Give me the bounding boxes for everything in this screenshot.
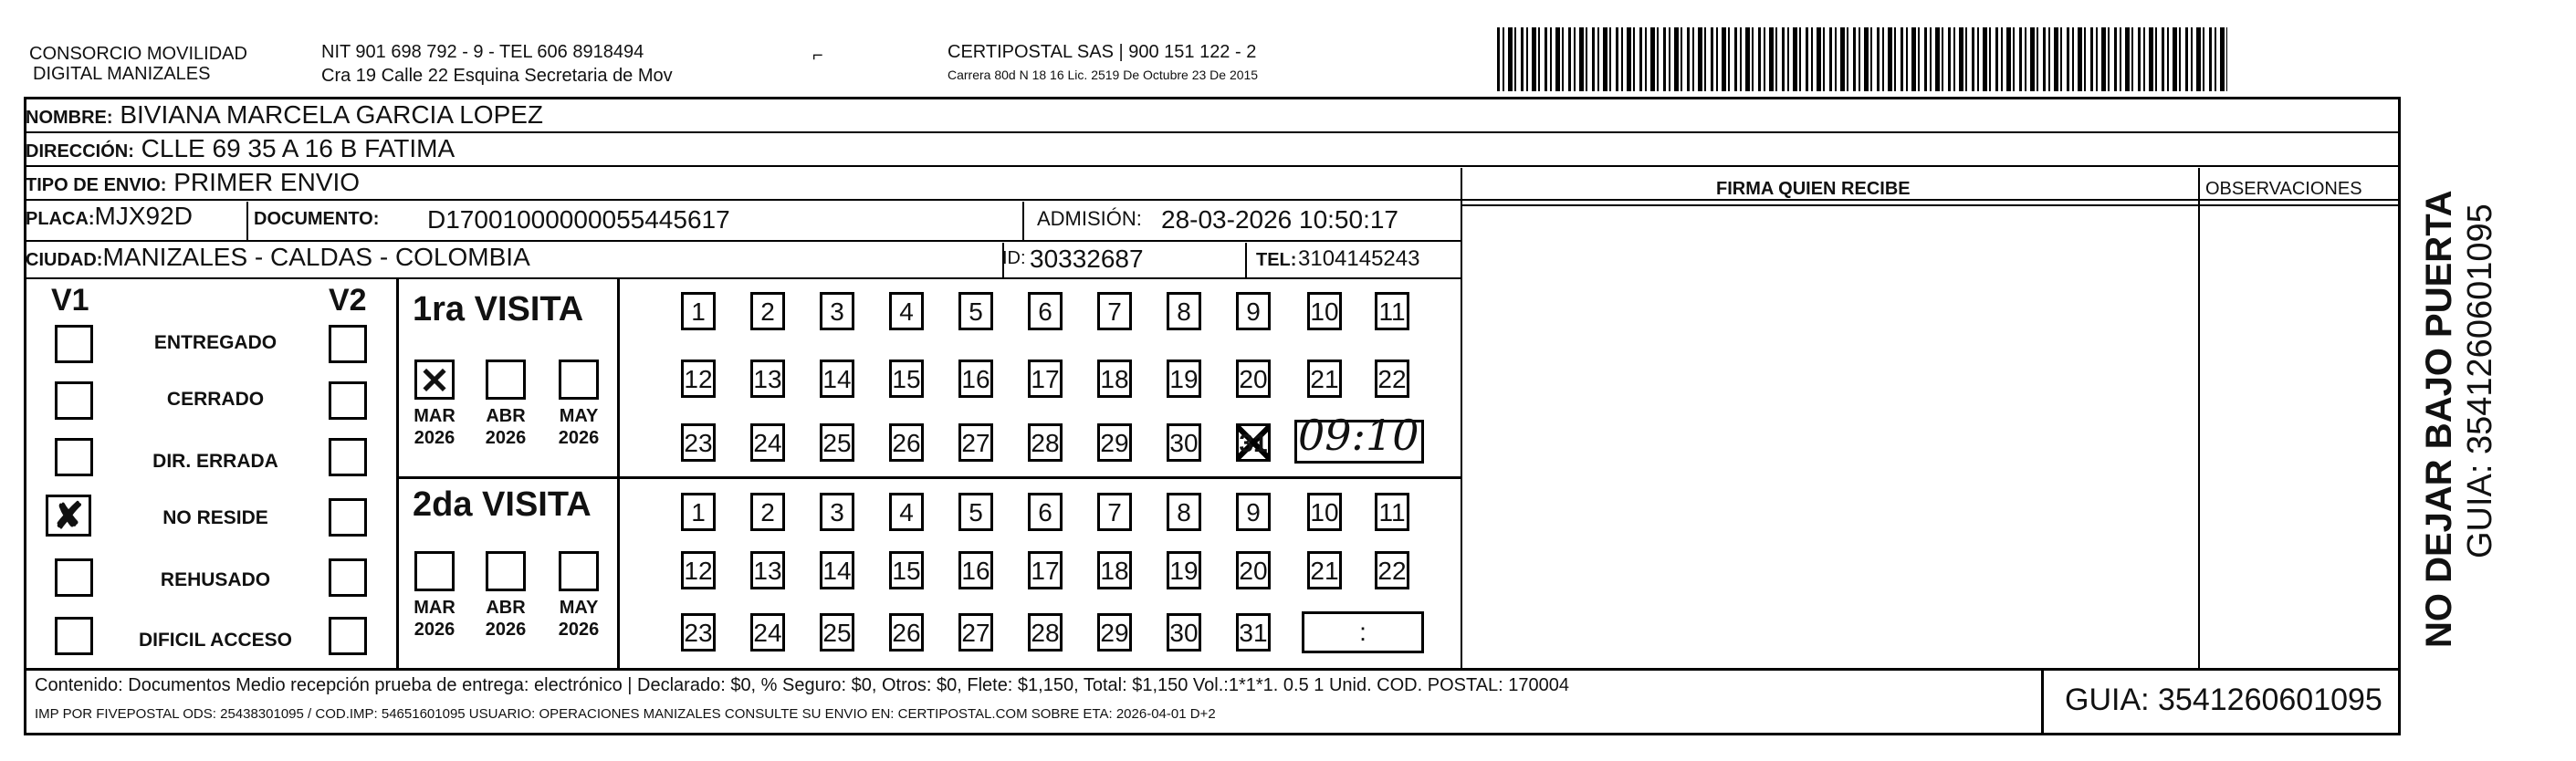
visit1-day-13[interactable]: 13	[750, 360, 785, 398]
visit2-time-field[interactable]: :	[1302, 611, 1424, 653]
v1-checkbox-entregado[interactable]	[55, 325, 93, 363]
placa-value: MJX92D	[94, 202, 193, 230]
nombre-value: BIVIANA MARCELA GARCIA LOPEZ	[120, 100, 544, 129]
visit1-day-16[interactable]: 16	[958, 360, 993, 398]
direccion-label: DIRECCIÓN:	[26, 141, 134, 162]
v2-header: V2	[329, 283, 367, 318]
visit1-handwritten-time: 09:10	[1298, 411, 1419, 460]
visit2-day-29[interactable]: 29	[1097, 613, 1132, 652]
visit1-day-27[interactable]: 27	[958, 423, 993, 462]
visit1-month-may: MAY 2026	[558, 406, 600, 448]
id-value: 30332687	[1030, 245, 1144, 273]
company-name-line1: CONSORCIO MOVILIDAD	[29, 44, 247, 64]
visit1-day-10[interactable]: 10	[1307, 292, 1342, 330]
visit1-month-may-checkbox[interactable]	[559, 360, 599, 400]
visit1-month-mar-checkbox[interactable]: ✕	[414, 360, 455, 400]
visit2-month-mar-checkbox[interactable]	[414, 551, 455, 591]
v2-checkbox-entregado[interactable]	[329, 325, 367, 363]
carrier-address: Carrera 80d N 18 16 Lic. 2519 De Octubre 23 De 2015	[948, 68, 1259, 82]
visit1-day-22[interactable]: 22	[1375, 360, 1409, 398]
visit1-day-12[interactable]: 12	[681, 360, 716, 398]
visit1-day-17[interactable]: 17	[1028, 360, 1063, 398]
visit1-month-abr: ABR 2026	[485, 406, 527, 448]
admision-label: ADMISIÓN:	[1037, 207, 1142, 230]
visit2-day-21[interactable]: 21	[1307, 551, 1342, 589]
visit1-day-21[interactable]: 21	[1307, 360, 1342, 398]
visit2-day-27[interactable]: 27	[958, 613, 993, 652]
visit2-day-31[interactable]: 31	[1236, 613, 1271, 652]
visit2-month-may-checkbox[interactable]	[559, 551, 599, 591]
tipo-value: PRIMER ENVIO	[173, 168, 361, 196]
visit1-day-18[interactable]: 18	[1097, 360, 1132, 398]
side-guia: GUIA: 3541260601095	[2461, 203, 2499, 558]
visit1-day-23[interactable]: 23	[681, 423, 716, 462]
visit1-month-mar: MAR 2026	[414, 406, 456, 448]
documento-label: DOCUMENTO:	[254, 209, 380, 229]
status-cerrado: CERRADO	[166, 389, 265, 410]
visit1-day-26[interactable]: 26	[889, 423, 924, 462]
v1-header: V1	[51, 283, 89, 318]
visit2-day-2[interactable]: 2	[750, 493, 785, 531]
visit1-day-31[interactable]: 31	[1236, 423, 1271, 462]
visit2-day-1[interactable]: 1	[681, 493, 716, 531]
tel-value: 3104145243	[1298, 246, 1420, 271]
ciudad-label: CIUDAD:	[26, 250, 103, 270]
visit1-day-11[interactable]: 11	[1375, 292, 1409, 330]
visit2-day-10[interactable]: 10	[1307, 493, 1342, 531]
admision-value: 28-03-2026 10:50:17	[1161, 205, 1398, 234]
v2-checkbox-no-reside[interactable]	[329, 498, 367, 537]
visit1-day-14[interactable]: 14	[820, 360, 854, 398]
visit1-day-20[interactable]: 20	[1236, 360, 1271, 398]
status-no-reside: NO RESIDE	[162, 507, 268, 528]
visit2-day-22[interactable]: 22	[1375, 551, 1409, 589]
visit2-day-19[interactable]: 19	[1167, 551, 1201, 589]
visit2-month-mar: MAR 2026	[414, 598, 456, 640]
company-address: Cra 19 Calle 22 Esquina Secretaria de Mov	[321, 66, 673, 86]
visit2-day-16[interactable]: 16	[958, 551, 993, 589]
v1-checkbox-cerrado[interactable]	[55, 381, 93, 420]
footer-guia: GUIA: 3541260601095	[2065, 683, 2382, 717]
visit2-month-abr-checkbox[interactable]	[486, 551, 526, 591]
visit2-day-11[interactable]: 11	[1375, 493, 1409, 531]
visit2-day-7[interactable]: 7	[1097, 493, 1132, 531]
id-label: ID:	[1002, 248, 1026, 268]
v1-checkbox-dificil-acceso[interactable]	[55, 617, 93, 655]
visit1-day-28[interactable]: 28	[1028, 423, 1063, 462]
visit2-day-3[interactable]: 3	[820, 493, 854, 531]
visit2-day-26[interactable]: 26	[889, 613, 924, 652]
visit2-day-15[interactable]: 15	[889, 551, 924, 589]
ciudad-value: MANIZALES - CALDAS - COLOMBIA	[102, 243, 530, 271]
visit2-day-12[interactable]: 12	[681, 551, 716, 589]
v2-checkbox-dificil-acceso[interactable]	[329, 617, 367, 655]
status-entregado: ENTREGADO	[153, 332, 277, 353]
visit1-day-19[interactable]: 19	[1167, 360, 1201, 398]
status-rehusado: REHUSADO	[160, 569, 271, 590]
tipo-label: TIPO DE ENVIO:	[26, 175, 167, 195]
v2-checkbox-rehusado[interactable]	[329, 558, 367, 597]
nombre-label: NOMBRE:	[26, 108, 113, 128]
observaciones-column-header: OBSERVACIONES	[2205, 179, 2362, 199]
visit1-title: 1ra VISITA	[413, 290, 584, 328]
visit2-month-abr: ABR 2026	[485, 598, 527, 640]
status-dificil-acceso: DIFICIL ACCESO	[138, 630, 292, 651]
visit2-day-24[interactable]: 24	[750, 613, 785, 652]
visit1-day-3[interactable]: 3	[820, 292, 854, 330]
postal-logo-icon: ⌐	[812, 46, 823, 66]
visit2-day-13[interactable]: 13	[750, 551, 785, 589]
visit2-title: 2da VISITA	[413, 485, 592, 524]
visit2-day-20[interactable]: 20	[1236, 551, 1271, 589]
placa-row	[26, 202, 1462, 242]
visit1-day-29[interactable]: 29	[1097, 423, 1132, 462]
observations-area[interactable]	[2202, 208, 2397, 664]
no-dejar-bajo-puerta-warning: NO DEJAR BAJO PUERTA	[2419, 190, 2459, 648]
visit2-day-28[interactable]: 28	[1028, 613, 1063, 652]
status-dir-errada: DIR. ERRADA	[152, 451, 278, 472]
visit1-month-abr-checkbox[interactable]	[486, 360, 526, 400]
v1-checkbox-rehusado[interactable]	[55, 558, 93, 597]
visit2-day-5[interactable]: 5	[958, 493, 993, 531]
tipo-row	[26, 168, 2399, 201]
visit1-day-30[interactable]: 30	[1167, 423, 1201, 462]
documento-value: D17001000000055445617	[427, 205, 730, 234]
nombre-row	[26, 100, 2399, 133]
visit2-day-17[interactable]: 17	[1028, 551, 1063, 589]
footer-imp: IMP POR FIVEPOSTAL ODS: 25438301095 / COD.IMP: 54651601095 USUARIO: OPERACIONES MANIZALES CONSULTE SU ENVIO EN: CERTIPOSTAL.COM SOBRE ETA: 2026-04-01 D+2	[35, 706, 1216, 722]
v1-checkbox-no-reside[interactable]: ✘	[46, 495, 91, 537]
visit2-day-6[interactable]: 6	[1028, 493, 1063, 531]
visit1-day-2[interactable]: 2	[750, 292, 785, 330]
visit2-day-8[interactable]: 8	[1167, 493, 1201, 531]
direccion-value: CLLE 69 35 A 16 B FATIMA	[141, 134, 456, 162]
signature-area[interactable]	[1464, 208, 2194, 664]
tel-label: TEL:	[1256, 250, 1297, 270]
direccion-row	[26, 134, 2399, 167]
visit2-day-4[interactable]: 4	[889, 493, 924, 531]
visit2-day-18[interactable]: 18	[1097, 551, 1132, 589]
v2-checkbox-cerrado[interactable]	[329, 381, 367, 420]
visit2-day-14[interactable]: 14	[820, 551, 854, 589]
visit1-day-15[interactable]: 15	[889, 360, 924, 398]
v2-checkbox-dir-errada[interactable]	[329, 438, 367, 476]
visit1-day-6[interactable]: 6	[1028, 292, 1063, 330]
visit1-day-8[interactable]: 8	[1167, 292, 1201, 330]
visit1-day-1[interactable]: 1	[681, 292, 716, 330]
placa-label: PLACA:	[26, 209, 95, 229]
visit1-day-4[interactable]: 4	[889, 292, 924, 330]
firma-column-header: FIRMA QUIEN RECIBE	[1716, 179, 1911, 199]
tracking-barcode	[1497, 27, 2227, 91]
nit-line: NIT 901 698 792 - 9 - TEL 606 8918494	[321, 42, 644, 62]
visit2-day-30[interactable]: 30	[1167, 613, 1201, 652]
v1-checkbox-dir-errada[interactable]	[55, 438, 93, 476]
visit1-day-9[interactable]: 9	[1236, 292, 1271, 330]
visit1-day-24[interactable]: 24	[750, 423, 785, 462]
carrier-line: CERTIPOSTAL SAS | 900 151 122 - 2	[948, 42, 1257, 62]
footer-contenido: Contenido: Documentos Medio recepción prueba de entrega: electrónico | Declarado: $0, % Seguro: $0, Otros: $0, Flete: $1,150, Total: $1,150 Vol.:1*1*1. 0.5 1 Unid. COD. POSTAL: 170004	[35, 675, 1570, 695]
company-name-line2: DIGITAL MANIZALES	[33, 64, 211, 84]
visit2-day-23[interactable]: 23	[681, 613, 716, 652]
visit2-month-may: MAY 2026	[558, 598, 600, 640]
visit1-day-5[interactable]: 5	[958, 292, 993, 330]
visit1-day-25[interactable]: 25	[820, 423, 854, 462]
visit1-day-7[interactable]: 7	[1097, 292, 1132, 330]
visit2-day-9[interactable]: 9	[1236, 493, 1271, 531]
visit2-day-25[interactable]: 25	[820, 613, 854, 652]
